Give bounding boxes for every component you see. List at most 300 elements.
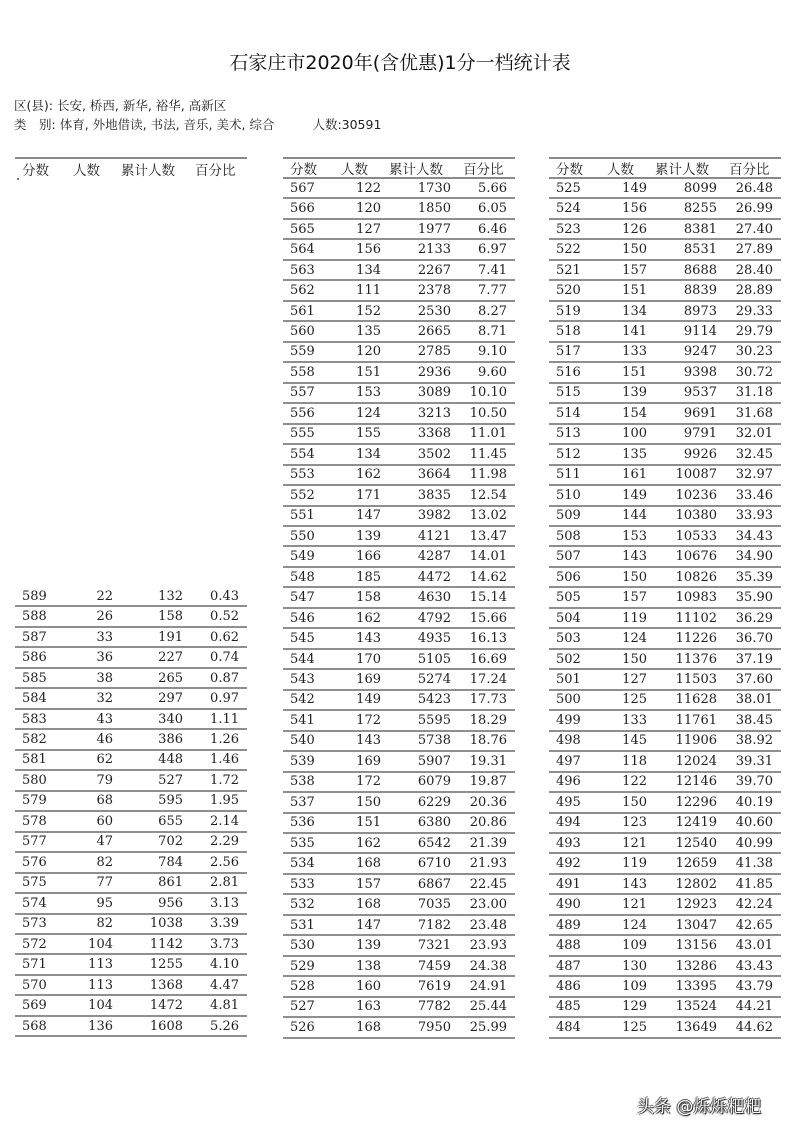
percent-cell: 25.44	[469, 999, 507, 1015]
count-cell: 166	[356, 549, 381, 565]
table-row	[283, 466, 515, 486]
count-cell: 158	[356, 590, 381, 606]
table-row	[283, 834, 515, 854]
count-cell: 156	[356, 242, 381, 258]
count-cell: 143	[622, 876, 647, 892]
percent-cell: 42.65	[735, 917, 773, 933]
table-row	[549, 957, 781, 977]
table-row	[283, 240, 515, 260]
percent-cell: 32.45	[735, 446, 773, 462]
cumulative-cell: 191	[158, 629, 183, 645]
count-cell: 43	[96, 711, 113, 727]
percent-cell: 39.70	[735, 774, 773, 790]
cumulative-cell: 7182	[417, 917, 451, 933]
cumulative-cell: 6229	[417, 794, 451, 810]
table-row	[549, 425, 781, 445]
percent-cell: 6.05	[478, 201, 507, 217]
score-cell: 583	[22, 711, 47, 727]
cumulative-cell: 5738	[417, 733, 451, 749]
percent-cell: 10.10	[469, 385, 507, 401]
score-cell: 532	[290, 897, 315, 913]
cumulative-cell: 386	[158, 732, 183, 748]
percent-cell: 1.26	[210, 732, 239, 748]
score-cell: 524	[556, 201, 581, 217]
percent-cell: 14.62	[469, 569, 507, 585]
cumulative-cell: 8839	[683, 283, 717, 299]
percent-cell: 26.99	[735, 201, 773, 217]
percent-cell: 38.01	[735, 692, 773, 708]
score-cell: 515	[556, 385, 581, 401]
count-cell: 150	[622, 651, 647, 667]
count-cell: 47	[96, 834, 113, 850]
cumulative-cell: 13156	[675, 938, 717, 954]
score-cell: 567	[290, 180, 315, 196]
count-cell: 150	[622, 242, 647, 258]
score-cell: 516	[556, 364, 581, 380]
percent-cell: 14.01	[469, 549, 507, 565]
score-cell: 490	[556, 897, 581, 913]
score-cell: 521	[556, 262, 581, 278]
cumulative-cell: 158	[158, 609, 183, 625]
score-cell: 547	[290, 590, 315, 606]
count-cell: 125	[622, 1019, 647, 1035]
cumulative-cell: 1368	[149, 977, 183, 993]
table-row	[549, 752, 781, 772]
count-cell: 141	[622, 324, 647, 340]
count-cell: 127	[356, 221, 381, 237]
score-cell: 566	[290, 201, 315, 217]
count-cell: 169	[356, 671, 381, 687]
count-cell: 150	[356, 794, 381, 810]
percent-cell: 8.27	[478, 303, 507, 319]
cumulative-cell: 2378	[417, 283, 451, 299]
count-cell: 122	[622, 774, 647, 790]
table-row	[549, 1018, 781, 1038]
table-row	[283, 425, 515, 445]
percent-cell: 2.81	[210, 875, 239, 891]
percent-cell: 36.29	[735, 610, 773, 626]
count-cell: 161	[622, 467, 647, 483]
cumulative-cell: 12802	[675, 876, 717, 892]
score-cell: 559	[290, 344, 315, 360]
cumulative-cell: 12540	[675, 835, 717, 851]
cumulative-cell: 11761	[675, 712, 717, 728]
cumulative-cell: 6380	[417, 815, 451, 831]
percent-cell: 12.54	[469, 487, 507, 503]
percent-cell: 19.31	[469, 753, 507, 769]
score-cell: 587	[22, 629, 47, 645]
score-cell: 513	[556, 426, 581, 442]
percent-cell: 42.24	[735, 897, 773, 913]
percent-cell: 31.68	[735, 405, 773, 421]
count-cell: 144	[622, 508, 647, 524]
table-row	[283, 261, 515, 281]
percent-cell: 21.39	[469, 835, 507, 851]
score-cell: 527	[290, 999, 315, 1015]
count-cell: 82	[96, 916, 113, 932]
score-cell: 534	[290, 856, 315, 872]
table-row	[549, 179, 781, 199]
score-cell: 572	[22, 936, 47, 952]
table-row	[549, 547, 781, 567]
cumulative-cell: 6542	[417, 835, 451, 851]
percent-cell: 41.85	[735, 876, 773, 892]
category-value: 体育, 外地借读, 书法, 音乐, 美术, 综合	[59, 117, 275, 132]
count-cell: 136	[88, 1018, 113, 1034]
score-cell: 550	[290, 528, 315, 544]
table-row	[283, 916, 515, 936]
table-row	[283, 343, 515, 363]
count-cell: 134	[356, 262, 381, 278]
score-cell: 536	[290, 815, 315, 831]
cumulative-cell: 5105	[417, 651, 451, 667]
table-row	[549, 773, 781, 793]
table-row	[15, 607, 247, 627]
score-cell: 580	[22, 772, 47, 788]
score-cell: 565	[290, 221, 315, 237]
score-cell: 552	[290, 487, 315, 503]
table-header	[283, 157, 515, 179]
score-cell: 511	[556, 467, 581, 483]
table-row	[15, 976, 247, 996]
score-cell: 526	[290, 1019, 315, 1035]
cumulative-cell: 13395	[675, 979, 717, 995]
count-cell: 130	[622, 958, 647, 974]
col-percent: 百分比	[463, 162, 504, 178]
count-cell: 157	[622, 262, 647, 278]
score-cell: 529	[290, 958, 315, 974]
percent-cell: 1.72	[210, 772, 239, 788]
cumulative-cell: 11628	[675, 692, 717, 708]
percent-cell: 11.45	[469, 446, 507, 462]
cumulative-cell: 11102	[675, 610, 717, 626]
percent-cell: 24.38	[469, 958, 507, 974]
score-cell: 519	[556, 303, 581, 319]
score-cell: 500	[556, 692, 581, 708]
percent-cell: 28.89	[735, 283, 773, 299]
count-cell: 60	[96, 813, 113, 829]
score-cell: 560	[290, 324, 315, 340]
col-cumulative: 累计人数	[389, 162, 443, 178]
score-cell: 494	[556, 815, 581, 831]
table-row	[283, 384, 515, 404]
table-row	[549, 732, 781, 752]
percent-cell: 40.19	[735, 794, 773, 810]
cumulative-cell: 13649	[675, 1019, 717, 1035]
percent-cell: 3.73	[210, 936, 239, 952]
percent-cell: 7.41	[478, 262, 507, 278]
percent-cell: 37.19	[735, 651, 773, 667]
percent-cell: 3.39	[210, 916, 239, 932]
cumulative-cell: 4287	[417, 549, 451, 565]
score-cell: 502	[556, 651, 581, 667]
percent-cell: 43.01	[735, 938, 773, 954]
cumulative-cell: 7619	[417, 979, 451, 995]
cumulative-cell: 7459	[417, 958, 451, 974]
score-cell: 539	[290, 753, 315, 769]
total-count-value: 30591	[341, 117, 382, 132]
table-row	[549, 793, 781, 813]
percent-cell: 6.97	[478, 242, 507, 258]
percent-cell: 39.31	[735, 753, 773, 769]
cumulative-cell: 5907	[417, 753, 451, 769]
table-row	[15, 833, 247, 853]
percent-cell: 34.43	[735, 528, 773, 544]
count-cell: 126	[622, 221, 647, 237]
score-cell: 548	[290, 569, 315, 585]
table-row	[549, 302, 781, 322]
score-cell: 581	[22, 752, 47, 768]
table-row	[549, 466, 781, 486]
count-cell: 124	[356, 405, 381, 421]
count-cell: 143	[622, 549, 647, 565]
score-cell: 533	[290, 876, 315, 892]
count-cell: 104	[88, 998, 113, 1014]
score-cell: 514	[556, 405, 581, 421]
percent-cell: 16.69	[469, 651, 507, 667]
count-cell: 152	[356, 303, 381, 319]
cumulative-cell: 9926	[683, 446, 717, 462]
cumulative-cell: 702	[158, 834, 183, 850]
count-cell: 129	[622, 999, 647, 1015]
table-row	[283, 936, 515, 956]
count-cell: 156	[622, 201, 647, 217]
cumulative-cell: 8381	[683, 221, 717, 237]
cumulative-cell: 1255	[149, 957, 183, 973]
percent-cell: 20.86	[469, 815, 507, 831]
score-cell: 554	[290, 446, 315, 462]
percent-cell: 17.24	[469, 671, 507, 687]
table-row	[15, 771, 247, 791]
cumulative-cell: 3664	[417, 467, 451, 483]
percent-cell: 3.13	[210, 895, 239, 911]
count-cell: 160	[356, 979, 381, 995]
percent-cell: 33.46	[735, 487, 773, 503]
table-row	[15, 648, 247, 668]
table-row	[283, 854, 515, 874]
score-cell: 531	[290, 917, 315, 933]
cumulative-cell: 3368	[417, 426, 451, 442]
count-cell: 153	[356, 385, 381, 401]
cumulative-cell: 8255	[683, 201, 717, 217]
percent-cell: 0.62	[210, 629, 239, 645]
percent-cell: 44.21	[735, 999, 773, 1015]
count-cell: 153	[622, 528, 647, 544]
count-cell: 113	[88, 957, 113, 973]
cumulative-cell: 9247	[683, 344, 717, 360]
score-cell: 562	[290, 283, 315, 299]
cumulative-cell: 3502	[417, 446, 451, 462]
count-cell: 162	[356, 610, 381, 626]
score-cell: 506	[556, 569, 581, 585]
percent-cell: 36.70	[735, 631, 773, 647]
score-cell: 543	[290, 671, 315, 687]
count-cell: 125	[622, 692, 647, 708]
count-cell: 162	[356, 835, 381, 851]
percent-cell: 43.43	[735, 958, 773, 974]
table-row	[283, 527, 515, 547]
count-cell: 147	[356, 508, 381, 524]
table-row	[15, 915, 247, 935]
table-row	[283, 547, 515, 567]
score-cell: 569	[22, 998, 47, 1014]
table-row	[283, 609, 515, 629]
score-cell: 586	[22, 650, 47, 666]
percent-cell: 0.74	[210, 650, 239, 666]
table-row	[283, 507, 515, 527]
table-row	[283, 752, 515, 772]
score-cell: 530	[290, 938, 315, 954]
cumulative-cell: 6867	[417, 876, 451, 892]
count-cell: 127	[622, 671, 647, 687]
count-cell: 154	[622, 405, 647, 421]
table-header	[15, 157, 247, 179]
category-label: 类 别:	[14, 117, 56, 132]
district-value: 长安, 桥西, 新华, 裕华, 高新区	[56, 98, 227, 113]
score-cell: 577	[22, 834, 47, 850]
table-row	[549, 650, 781, 670]
score-cell: 528	[290, 979, 315, 995]
table-row	[15, 935, 247, 955]
count-cell: 109	[622, 938, 647, 954]
table-row	[549, 691, 781, 711]
table-row	[549, 936, 781, 956]
count-cell: 163	[356, 999, 381, 1015]
percent-cell: 34.90	[735, 549, 773, 565]
count-cell: 151	[356, 815, 381, 831]
score-cell: 549	[290, 549, 315, 565]
table-row	[283, 179, 515, 199]
table-row	[549, 977, 781, 997]
cumulative-cell: 595	[158, 793, 183, 809]
table-row	[549, 281, 781, 301]
cumulative-cell: 7950	[417, 1019, 451, 1035]
percent-cell: 7.77	[478, 283, 507, 299]
percent-cell: 4.47	[210, 977, 239, 993]
count-cell: 135	[622, 446, 647, 462]
count-cell: 109	[622, 979, 647, 995]
cumulative-cell: 13524	[675, 999, 717, 1015]
count-cell: 123	[622, 815, 647, 831]
percent-cell: 17.73	[469, 692, 507, 708]
cumulative-cell: 12024	[675, 753, 717, 769]
percent-cell: 40.60	[735, 815, 773, 831]
score-cell: 545	[290, 631, 315, 647]
cumulative-cell: 1850	[417, 201, 451, 217]
cumulative-cell: 527	[158, 772, 183, 788]
percent-cell: 15.66	[469, 610, 507, 626]
count-cell: 157	[356, 876, 381, 892]
score-cell: 563	[290, 262, 315, 278]
score-cell: 517	[556, 344, 581, 360]
table-row	[283, 404, 515, 424]
percent-cell: 1.11	[210, 711, 239, 727]
district-line	[14, 96, 226, 114]
percent-cell: 30.72	[735, 364, 773, 380]
cumulative-cell: 3089	[417, 385, 451, 401]
count-cell: 150	[622, 794, 647, 810]
table-row	[283, 732, 515, 752]
count-cell: 121	[622, 897, 647, 913]
percent-cell: 16.13	[469, 631, 507, 647]
cumulative-cell: 2785	[417, 344, 451, 360]
score-cell: 588	[22, 609, 47, 625]
col-count: 人数	[607, 162, 634, 178]
score-cell: 507	[556, 549, 581, 565]
percent-cell: 41.38	[735, 856, 773, 872]
percent-cell: 43.79	[735, 979, 773, 995]
score-cell: 575	[22, 875, 47, 891]
cumulative-cell: 132	[158, 588, 183, 604]
count-cell: 120	[356, 344, 381, 360]
cumulative-cell: 12419	[675, 815, 717, 831]
percent-cell: 18.29	[469, 712, 507, 728]
score-cell: 568	[22, 1018, 47, 1034]
cumulative-cell: 7321	[417, 938, 451, 954]
percent-cell: 1.46	[210, 752, 239, 768]
percent-cell: 11.01	[469, 426, 507, 442]
count-cell: 150	[622, 569, 647, 585]
count-cell: 79	[96, 772, 113, 788]
table-row	[549, 998, 781, 1018]
percent-cell: 33.93	[735, 508, 773, 524]
count-cell: 33	[96, 629, 113, 645]
cumulative-cell: 11906	[675, 733, 717, 749]
table-body	[549, 179, 781, 1039]
table-row	[15, 853, 247, 873]
score-cell: 491	[556, 876, 581, 892]
cumulative-cell: 4472	[417, 569, 451, 585]
cumulative-cell: 655	[158, 813, 183, 829]
percent-cell: 15.14	[469, 590, 507, 606]
count-cell: 145	[622, 733, 647, 749]
cumulative-cell: 12923	[675, 897, 717, 913]
score-table-middle	[283, 157, 515, 1039]
cumulative-cell: 6710	[417, 856, 451, 872]
score-cell: 582	[22, 732, 47, 748]
score-cell: 546	[290, 610, 315, 626]
table-row	[283, 1018, 515, 1038]
count-cell: 134	[356, 446, 381, 462]
score-cell: 585	[22, 670, 47, 686]
table-row	[549, 875, 781, 895]
score-table-left	[15, 157, 247, 1037]
cumulative-cell: 10533	[675, 528, 717, 544]
score-cell: 498	[556, 733, 581, 749]
cumulative-cell: 448	[158, 752, 183, 768]
percent-cell: 40.99	[735, 835, 773, 851]
count-cell: 26	[96, 609, 113, 625]
table-row	[15, 1017, 247, 1037]
percent-cell: 23.00	[469, 897, 507, 913]
percent-cell: 21.93	[469, 856, 507, 872]
table-row	[15, 996, 247, 1016]
percent-cell: 4.81	[210, 998, 239, 1014]
percent-cell: 37.60	[735, 671, 773, 687]
count-cell: 185	[356, 569, 381, 585]
total-count: 人数:30591	[312, 117, 382, 132]
table-row	[549, 363, 781, 383]
count-cell: 62	[96, 752, 113, 768]
score-cell: 542	[290, 692, 315, 708]
percent-cell: 22.45	[469, 876, 507, 892]
table-row	[283, 220, 515, 240]
score-cell: 574	[22, 895, 47, 911]
table-row	[283, 629, 515, 649]
percent-cell: 2.56	[210, 854, 239, 870]
cumulative-cell: 4792	[417, 610, 451, 626]
cumulative-cell: 5423	[417, 692, 451, 708]
